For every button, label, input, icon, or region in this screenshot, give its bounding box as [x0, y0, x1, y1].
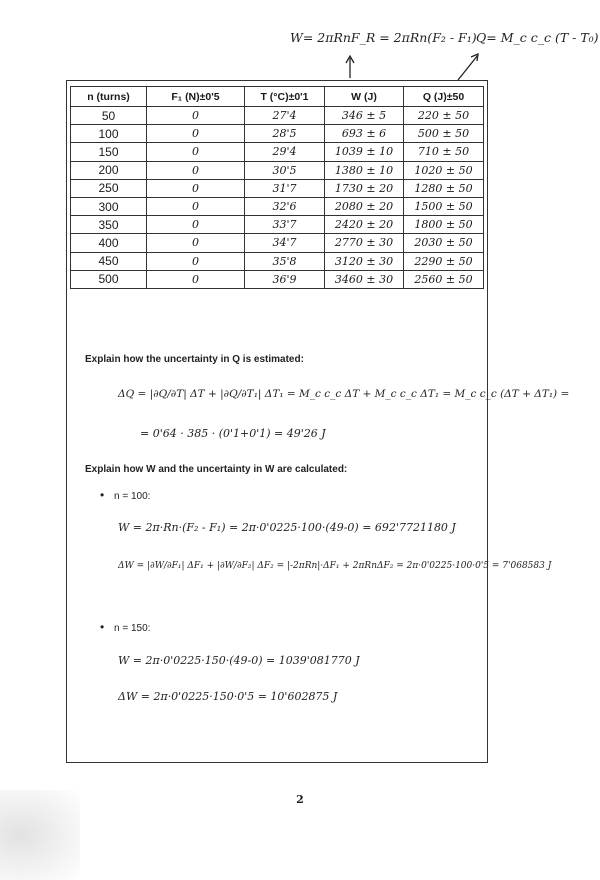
results-table [70, 86, 484, 289]
bullet-dot-icon: • [100, 620, 105, 634]
cell-n: 200 [71, 161, 147, 179]
table-row [71, 125, 484, 143]
cell-n: 400 [71, 234, 147, 252]
cell-q: 220 ± 50 [404, 107, 484, 125]
page-number: 2 [296, 793, 304, 806]
cell-f1: 0 [147, 252, 245, 270]
header-n: n (turns) [71, 87, 147, 107]
cell-w: 1730 ± 20 [325, 179, 404, 197]
header-w: W (J) [325, 87, 404, 107]
cell-t: 33'7 [245, 216, 325, 234]
table-row [71, 107, 484, 125]
cell-q: 1020 ± 50 [404, 161, 484, 179]
cell-t: 28'5 [245, 125, 325, 143]
cell-w: 3460 ± 30 [325, 270, 404, 288]
cell-t: 31'7 [245, 179, 325, 197]
cell-w: 1039 ± 10 [325, 143, 404, 161]
cell-t: 32'6 [245, 197, 325, 215]
table-row [71, 143, 484, 161]
case-n100-dw-formula: ΔW = |∂W/∂F₁| ΔF₁ + |∂W/∂F₂| ΔF₂ = |-2πRn|·ΔF₁ + 2πRnΔF₂ = 2π·0'0225·100·0'5 = 7'068583 J [118, 561, 552, 571]
cell-w: 1380 ± 10 [325, 161, 404, 179]
header-t: T (°C)±0'1 [245, 87, 325, 107]
cell-t: 27'4 [245, 107, 325, 125]
cell-f1: 0 [147, 179, 245, 197]
cell-f1: 0 [147, 234, 245, 252]
cell-f1: 0 [147, 161, 245, 179]
cell-t: 29'4 [245, 143, 325, 161]
cell-f1: 0 [147, 143, 245, 161]
table-row [71, 270, 484, 288]
cell-n: 50 [71, 107, 147, 125]
cell-q: 1500 ± 50 [404, 197, 484, 215]
cell-q: 2030 ± 50 [404, 234, 484, 252]
bullet-dot-icon: • [100, 488, 105, 502]
cell-q: 710 ± 50 [404, 143, 484, 161]
case-n150-w-formula: W = 2π·0'0225·150·(49-0) = 1039'081770 J [118, 654, 360, 667]
header-f1: F₁ (N)±0'5 [147, 87, 245, 107]
cell-f1: 0 [147, 216, 245, 234]
cell-n: 500 [71, 270, 147, 288]
q-uncertainty-formula-line1: ΔQ = |∂Q/∂T| ΔT + |∂Q/∂T₁| ΔT₁ = M_c c_c ΔT + M_c c_c ΔT₁ = M_c c_c (ΔT + ΔT₁) = [118, 388, 570, 400]
cell-w: 3120 ± 30 [325, 252, 404, 270]
table-row [71, 197, 484, 215]
q-uncertainty-formula-line2: = 0'64 · 385 · (0'1+0'1) = 49'26 J [140, 427, 326, 440]
case-n150-label: n = 150: [114, 623, 151, 634]
cell-t: 34'7 [245, 234, 325, 252]
cell-w: 2420 ± 20 [325, 216, 404, 234]
q-uncertainty-heading: Explain how the uncertainty in Q is estimated: [85, 354, 304, 365]
table-row [71, 161, 484, 179]
cell-f1: 0 [147, 107, 245, 125]
cell-n: 100 [71, 125, 147, 143]
w-formula-annotation: W= 2πRnF_R = 2πRn(F₂ - F₁) [290, 30, 477, 45]
cell-q: 500 ± 50 [404, 125, 484, 143]
table-row [71, 179, 484, 197]
cell-t: 30'5 [245, 161, 325, 179]
cell-w: 346 ± 5 [325, 107, 404, 125]
table-header-row [71, 87, 484, 107]
cell-f1: 0 [147, 197, 245, 215]
cell-n: 250 [71, 179, 147, 197]
cell-n: 450 [71, 252, 147, 270]
table-row [71, 216, 484, 234]
cell-q: 2560 ± 50 [404, 270, 484, 288]
cell-n: 300 [71, 197, 147, 215]
cell-q: 2290 ± 50 [404, 252, 484, 270]
cell-q: 1800 ± 50 [404, 216, 484, 234]
cell-w: 693 ± 6 [325, 125, 404, 143]
table-row [71, 234, 484, 252]
cell-w: 2080 ± 20 [325, 197, 404, 215]
header-q: Q (J)±50 [404, 87, 484, 107]
case-n150-bullet [100, 620, 150, 634]
case-n150-dw-formula: ΔW = 2π·0'0225·150·0'5 = 10'602875 J [118, 690, 338, 703]
cell-f1: 0 [147, 125, 245, 143]
cell-f1: 0 [147, 270, 245, 288]
case-n100-label: n = 100: [114, 491, 151, 502]
cell-n: 150 [71, 143, 147, 161]
cell-w: 2770 ± 30 [325, 234, 404, 252]
q-formula-annotation: Q= M_c c_c (T - T₀) [476, 30, 599, 45]
cell-t: 36'9 [245, 270, 325, 288]
scan-shadow [0, 790, 80, 880]
table-row [71, 252, 484, 270]
cell-q: 1280 ± 50 [404, 179, 484, 197]
case-n100-bullet [100, 488, 150, 502]
w-calculation-heading: Explain how W and the uncertainty in W are calculated: [85, 464, 348, 475]
case-n100-w-formula: W = 2π·Rn·(F₂ - F₁) = 2π·0'0225·100·(49-0) = 692'7721180 J [118, 521, 456, 534]
cell-t: 35'8 [245, 252, 325, 270]
cell-n: 350 [71, 216, 147, 234]
